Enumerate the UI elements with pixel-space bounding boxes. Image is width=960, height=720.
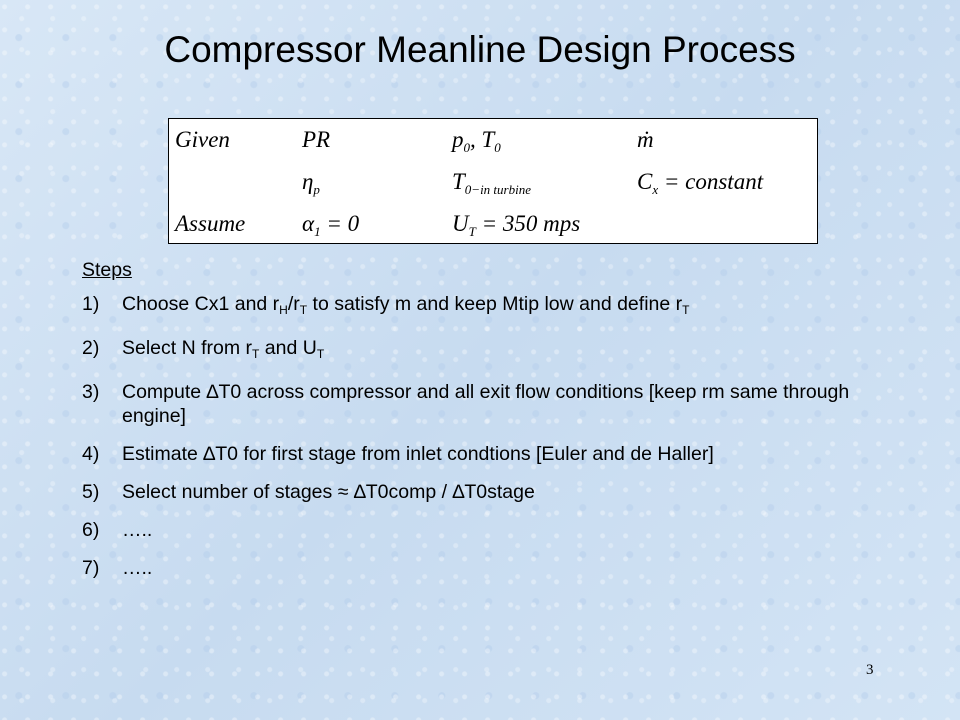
tip-speed-term: $U_T = 350$ mps [452, 211, 581, 239]
given-label: Given [175, 127, 230, 152]
step-item [82, 480, 872, 504]
step-number: 7) [82, 557, 100, 579]
turbine-inlet-temperature-term: $T_{0-in turbine}$ [452, 169, 531, 197]
inlet-conditions-term: $p_0$, $T_0$ [452, 127, 501, 155]
step-number: 1) [82, 293, 100, 315]
given-assume-formula-box [168, 118, 818, 244]
polytropic-efficiency-term: $\eta_p$ [302, 169, 320, 197]
step-item [82, 556, 872, 580]
slide-number: 3 [866, 662, 874, 678]
step-item [82, 380, 872, 428]
step-number: 4) [82, 443, 100, 465]
inlet-swirl-term: $\alpha_1 = 0$ [302, 211, 360, 239]
slide-title: Compressor Meanline Design Process [164, 29, 796, 70]
step-item [82, 518, 872, 542]
step-number: 5) [82, 481, 100, 503]
step-item [82, 336, 872, 366]
steps-heading: Steps [82, 259, 132, 281]
step-text: Estimate ∆T0 for first stage from inlet condtions [Euler and de Haller] [122, 443, 714, 465]
assume-label: Assume [175, 211, 246, 236]
step-number: 3) [82, 381, 100, 403]
step-text: ….. [122, 557, 153, 579]
step-text: Compute ∆T0 across compressor and all exit flow conditions [keep rm same through engine] [122, 381, 850, 427]
axial-velocity-term: $C_x$ = constant [637, 169, 764, 197]
step-item [82, 292, 872, 322]
step-text: Select N from $r_T$ and $U_T$ [122, 337, 325, 361]
pressure-ratio-term: PR [302, 127, 331, 152]
steps-list [82, 258, 872, 594]
mass-flow-term: ṁ [637, 127, 654, 152]
step-number: 6) [82, 519, 100, 541]
step-item [82, 442, 872, 466]
step-text: ….. [122, 519, 153, 541]
step-text: Choose Cx1 and $r_H/r_T$ to satisfy m and keep Mtip low and define $r_T$ [122, 293, 690, 317]
step-text: Select number of stages ≈ ∆T0comp / ∆T0stage [122, 481, 535, 503]
step-number: 2) [82, 337, 100, 359]
